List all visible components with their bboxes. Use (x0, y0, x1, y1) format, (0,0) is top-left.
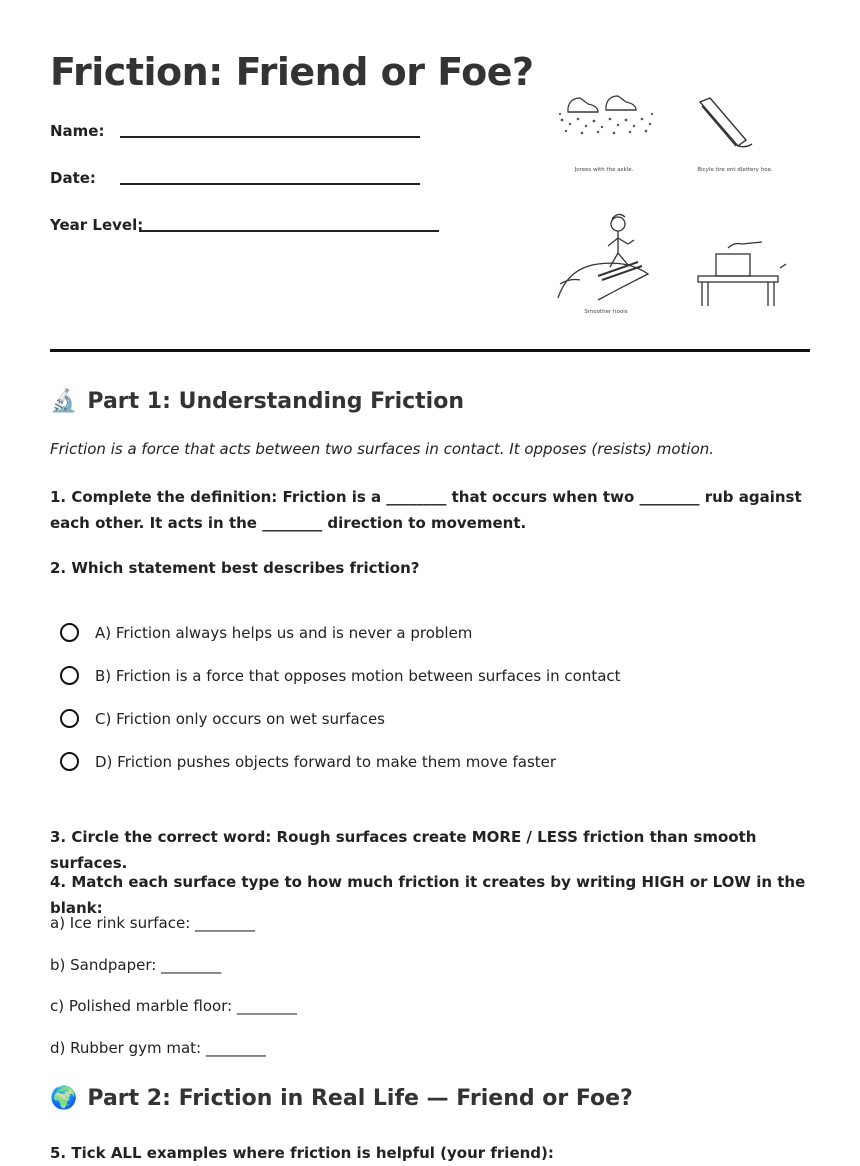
year-level-field[interactable] (50, 216, 143, 234)
radio-circle[interactable] (60, 666, 79, 685)
question-4: 4. Match each surface type to how much friction it creates by writing HIGH or LOW in the blank: (50, 873, 806, 917)
part2-heading-text: Part 2: Friction in Real Life — Friend or Foe? (87, 1086, 633, 1111)
q4-item-d: d) Rubber gym mat: ________ (50, 1039, 266, 1057)
part1-intro: Friction is a force that acts between two surfaces in contact. It opposes (resists) motion. (50, 440, 715, 458)
year-level-label: Year Level: (50, 216, 144, 234)
q4-item-c: c) Polished marble floor: ________ (50, 997, 297, 1015)
option-b[interactable] (60, 666, 621, 685)
caption-skiing: Smoother hoois (584, 309, 628, 315)
year-level-line[interactable] (139, 230, 439, 232)
date-label: Date: (50, 169, 96, 187)
child-skiing-icon (558, 214, 648, 300)
part2-heading (50, 1086, 633, 1111)
option-d[interactable] (60, 752, 556, 771)
question-3: 3. Circle the correct word: Rough surfaces create MORE / LESS friction than smooth surfaces. (50, 828, 757, 872)
microscope-icon: 🔬 (50, 389, 78, 414)
option-a[interactable] (60, 623, 472, 642)
shoes-on-gravel-icon (559, 96, 653, 134)
header-divider (50, 349, 810, 352)
option-d-label: D) Friction pushes objects forward to make them move faster (95, 752, 557, 771)
friction-illustrations (552, 88, 792, 320)
part1-heading (50, 389, 464, 414)
question-2: 2. Which statement best describes friction? (50, 559, 420, 577)
date-line[interactable] (120, 183, 420, 185)
option-c-label: C) Friction only occurs on wet surfaces (95, 709, 385, 728)
part1-heading-text: Part 1: Understanding Friction (87, 389, 464, 414)
caption-shoes: Jorees with the askle. (574, 167, 634, 173)
caption-slide: Bicyle tire ont dlettery hoe. (697, 167, 773, 173)
date-field[interactable] (50, 169, 96, 187)
question-1: 1. Complete the definition: Friction is a ________ that occurs when two ________ rub against each other. It acts in the ________ direction to movement. (50, 488, 802, 532)
name-label: Name: (50, 122, 105, 140)
radio-circle[interactable] (60, 623, 79, 642)
name-line[interactable] (120, 136, 420, 138)
name-field[interactable] (50, 122, 104, 140)
worksheet-title: Friction: Friend or Foe? (50, 50, 534, 94)
box-on-table-icon (698, 242, 786, 306)
radio-circle[interactable] (60, 752, 79, 771)
slide-icon (700, 98, 752, 147)
globe-icon: 🌍 (50, 1086, 78, 1111)
q4-item-b: b) Sandpaper: ________ (50, 956, 222, 974)
option-c[interactable] (60, 709, 385, 728)
radio-circle[interactable] (60, 709, 79, 728)
option-a-label: A) Friction always helps us and is never a problem (95, 623, 473, 642)
q4-item-a: a) Ice rink surface: ________ (50, 914, 256, 932)
option-b-label: B) Friction is a force that opposes motion between surfaces in contact (95, 666, 621, 685)
question-5: 5. Tick ALL examples where friction is helpful (your friend): (50, 1144, 554, 1162)
